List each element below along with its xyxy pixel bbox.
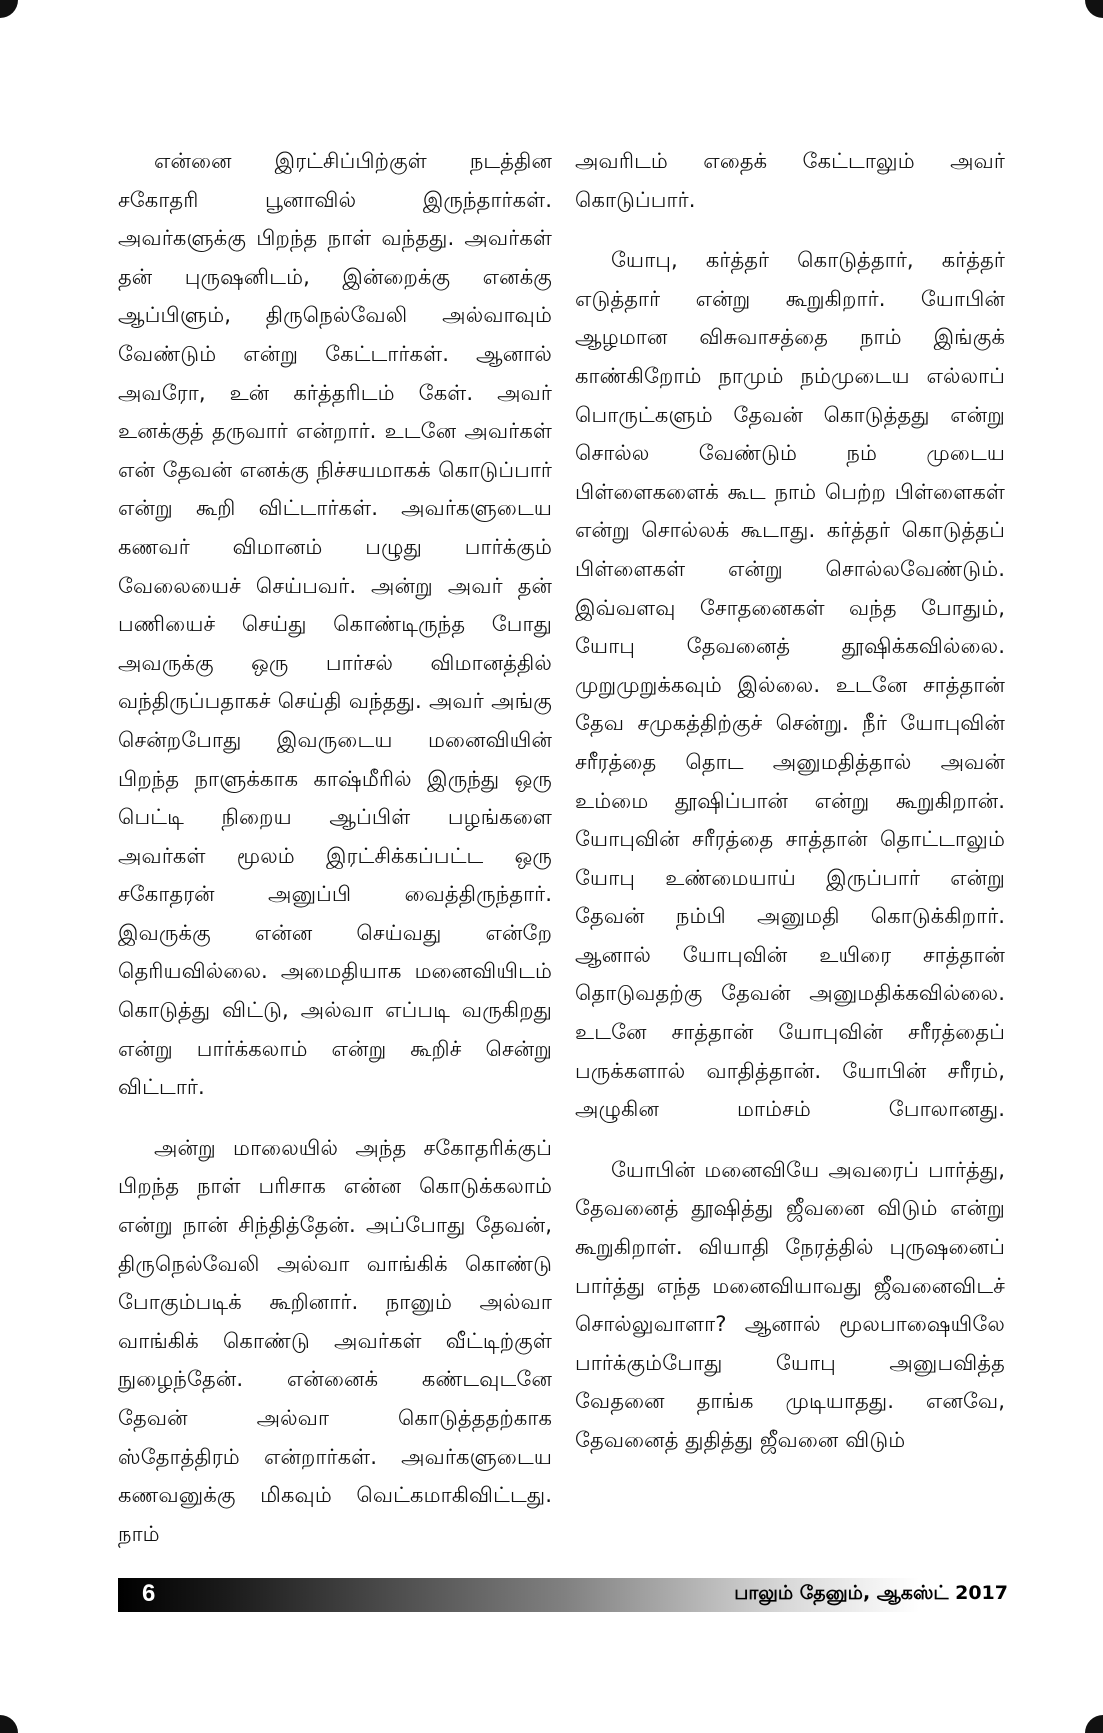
magazine-issue: பாலும் தேனும், ஆகஸ்ட் 2017 <box>734 1582 1008 1604</box>
page-footer <box>118 1578 1008 1612</box>
corner-mark-top-left <box>0 0 18 18</box>
page-number: 6 <box>142 1580 156 1607</box>
left-column <box>118 142 552 1575</box>
corner-mark-top-right <box>1085 0 1103 18</box>
right-column <box>575 142 1005 1482</box>
paragraph-job-faith: யோபு, கர்த்தர் கொடுத்தார், கர்த்தர் எடுத்தார் என்று கூறுகிறார். யோபின் ஆழமான விசுவாசத்தை நாம் இங்குக் காண்கிறோம் நாமும் நம்முடைய எல்லாப் பொருட்களும் தேவன் கொடுத்தது என்று சொல்ல வேண்டும் நம் முடைய பிள்ளைகளைக் கூட நாம் பெற்ற பிள்ளைகள் என்று சொல்லக் கூடாது. கர்த்தர் கொடுத்தப் பிள்ளைகள் என்று சொல்லவேண்டும். இவ்வளவு சோதனைகள் வந்த போதும், யோபு தேவனைத் தூஷிக்கவில்லை. முறுமுறுக்கவும் இல்லை. உடனே சாத்தான் தேவ சமுகத்திற்குச் சென்று. நீர் யோபுவின் சரீரத்தை தொட அனுமதித்தால் அவன் உம்மை தூஷிப்பான் என்று கூறுகிறான். யோபுவின் சரீரத்தை சாத்தான் தொட்டாலும் யோபு உண்மையாய் இருப்பார் என்று தேவன் நம்பி அனுமதி கொடுக்கிறார். ஆனால் யோபுவின் உயிரை சாத்தான் தொடுவதற்கு தேவன் அனுமதிக்கவில்லை. உடனே சாத்தான் யோபுவின் சரீரத்தைப் பருக்களால் வாதித்தான். யோபின் சரீரம், அழுகின மாம்சம் போலானது. <box>575 247 1005 1122</box>
corner-mark-bottom-right <box>1085 1715 1103 1733</box>
paragraph-alva-story: என்னை இரட்சிப்பிற்குள் நடத்தின சகோதரி பூனாவில் இருந்தார்கள். அவர்களுக்கு பிறந்த நாள் வந்தது. அவர்கள் தன் புருஷனிடம், இன்றைக்கு எனக்கு ஆப்பிளும், திருநெல்வேலி அல்வாவும் வேண்டும் என்று கேட்டார்கள். ஆனால் அவரோ, உன் கர்த்தரிடம் கேள். அவர் உனக்குத் தருவார் என்றார். உடனே அவர்கள் என் தேவன் எனக்கு நிச்சயமாகக் கொடுப்பார் என்று கூறி விட்டார்கள். அவர்களுடைய கணவர் விமானம் பழுது பார்க்கும் வேலையைச் செய்பவர். அன்று அவர் தன் பணியைச் செய்து கொண்டிருந்த போது அவருக்கு ஒரு பார்சல் விமானத்தில் வந்திருப்பதாகச் செய்தி வந்தது. அவர் அங்கு சென்றபோது இவருடைய மனைவியின் பிறந்த நாளுக்காக காஷ்மீரில் இருந்து ஒரு பெட்டி நிறைய ஆப்பிள் பழங்களை அவர்கள் மூலம் இரட்சிக்கப்பட்ட ஒரு சகோதரன் அனுப்பி வைத்திருந்தார். இவருக்கு என்ன செய்வது என்றே தெரியவில்லை. அமைதியாக மனைவியிடம் கொடுத்து விட்டு, அல்வா எப்படி வருகிறது என்று பார்க்கலாம் என்று கூறிச் சென்று விட்டார். <box>118 148 552 1100</box>
corner-mark-bottom-left <box>0 1715 18 1733</box>
paragraph-continuation: அவரிடம் எதைக் கேட்டாலும் அவர் கொடுப்பார். <box>575 148 1005 212</box>
paragraph-job-wife: யோபின் மனைவியே அவரைப் பார்த்து, தேவனைத் தூஷித்து ஜீவனை விடும் என்று கூறுகிறாள். வியாதி நேரத்தில் புருஷனைப் பார்த்து எந்த மனைவியாவது ஜீவனைவிடச் சொல்லுவாளா? ஆனால் மூலபாஷையிலே பார்க்கும்போது யோபு அனுபவித்த வேதனை தாங்க முடியாதது. எனவே, தேவனைத் துதித்து ஜீவனை விடும் <box>575 1156 1005 1452</box>
paragraph-birthday-gift: அன்று மாலையில் அந்த சகோதரிக்குப் பிறந்த நாள் பரிசாக என்ன கொடுக்கலாம் என்று நான் சிந்தித்தேன். அப்போது தேவன், திருநெல்வேலி அல்வா வாங்கிக் கொண்டு போகும்படிக் கூறினார். நானும் அல்வா வாங்கிக் கொண்டு அவர்கள் வீட்டிற்குள் நுழைந்தேன். என்னைக் கண்டவுடனே தேவன் அல்வா கொடுத்ததற்காக ஸ்தோத்திரம் என்றார்கள். அவர்களுடைய கணவனுக்கு மிகவும் வெட்கமாகிவிட்டது. நாம் <box>118 1134 552 1546</box>
